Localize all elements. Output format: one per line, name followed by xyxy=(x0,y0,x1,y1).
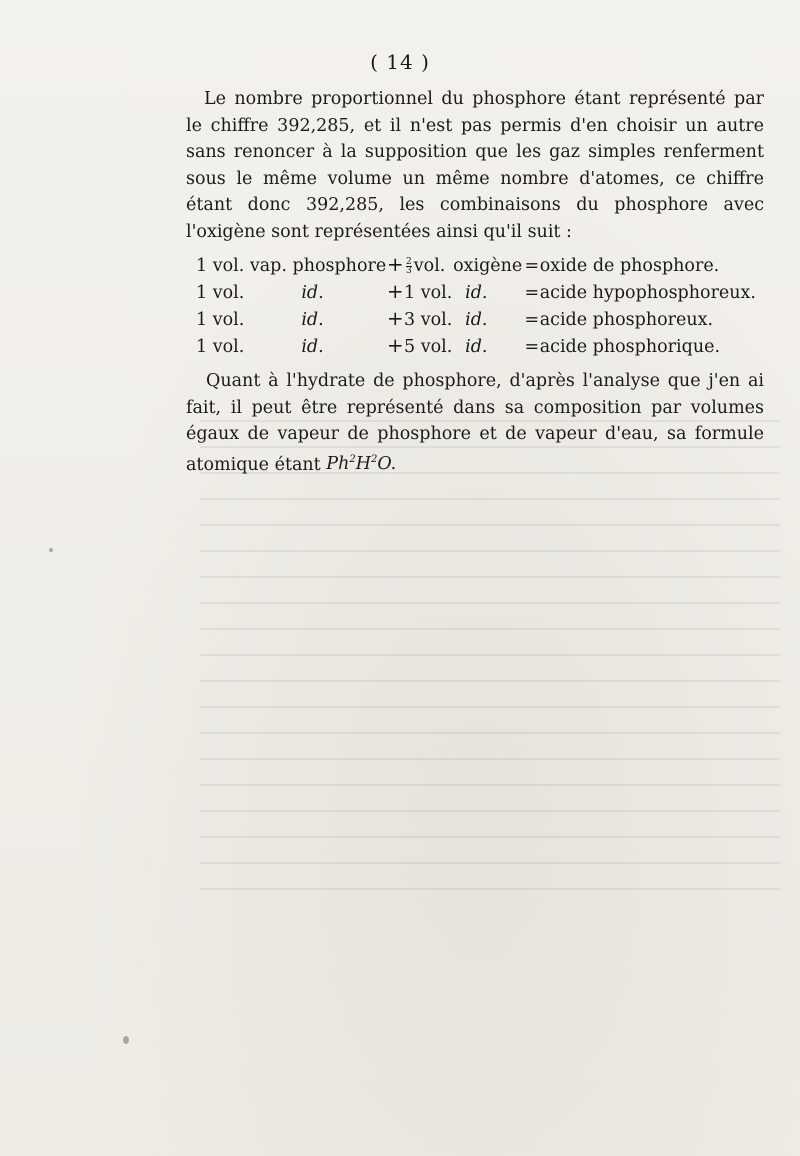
plus-operator: + xyxy=(386,306,404,330)
equation-result: acide phosphorique. xyxy=(539,337,721,357)
equation-id: id. xyxy=(301,310,324,330)
ink-speck xyxy=(123,1036,129,1044)
equation-quantity xyxy=(404,252,453,279)
equation-gas: id. xyxy=(465,310,488,330)
equation-quantity: 1 vol. xyxy=(404,283,453,303)
equation-gas: oxigène xyxy=(453,256,523,276)
equation-row xyxy=(196,306,756,333)
formula-ph: Ph xyxy=(326,454,350,475)
equation-id: id. xyxy=(301,283,324,303)
equation-result: acide phosphoreux. xyxy=(539,310,714,330)
equation-unit: vol. xyxy=(413,256,446,276)
plus-operator: + xyxy=(386,279,404,303)
equation-row xyxy=(196,252,756,279)
equation-left: 1 vol. vap. phosphore xyxy=(196,256,387,276)
formula-h: H xyxy=(355,454,371,475)
fraction-numerator: 2 xyxy=(406,257,412,267)
plus-operator: + xyxy=(386,252,404,276)
equation-result: acide hypophosphoreux. xyxy=(539,283,756,303)
paragraph-intro: Le nombre proportionnel du phosphore étant représenté par le chiffre 392,285, et il n'est pas permis d'en choisir un autre sans renoncer à la supposition que les gaz simples renferment sous le même volume un même nombre d'atomes, ce chiffre étant donc 392,285, les combinaisons du phosphore avec l'oxigène sont représentées ainsi qu'il suit : xyxy=(186,89,764,242)
paragraph-hydrate xyxy=(186,368,764,478)
equals-operator: = xyxy=(524,283,540,303)
equals-operator: = xyxy=(524,337,540,357)
combination-table xyxy=(196,252,756,360)
ink-speck xyxy=(49,548,53,552)
equation-left: 1 vol. xyxy=(196,337,245,357)
equals-operator: = xyxy=(524,310,540,330)
equation-quantity: 5 vol. xyxy=(404,337,453,357)
plus-operator: + xyxy=(386,333,404,357)
page-number: ( 14 ) xyxy=(370,50,430,74)
equals-operator: = xyxy=(524,256,540,276)
equation-gas: id. xyxy=(465,283,488,303)
equation-quantity: 3 vol. xyxy=(404,310,453,330)
formula-h-exponent: 2 xyxy=(370,454,378,466)
fraction-denominator: 3 xyxy=(406,266,412,276)
paragraph-hydrate-text: Quant à l'hydrate de phosphore, d'après l'analyse que j'en ai fait, il peut être représenté dans sa composition par volumes égaux de vapeur de phosphore et de vapeur d'eau, sa formule atomique étant xyxy=(186,371,764,475)
equation-id: id. xyxy=(301,337,324,357)
equation-left: 1 vol. xyxy=(196,283,245,303)
formula-ph-exponent: 2 xyxy=(349,454,356,466)
equation-result: oxide de phosphore. xyxy=(539,256,720,276)
atomic-formula xyxy=(326,454,396,474)
equation-row xyxy=(196,333,756,360)
bleed-through-text xyxy=(200,420,780,890)
formula-o: O. xyxy=(377,454,397,475)
equation-left: 1 vol. xyxy=(196,310,245,330)
equation-gas: id. xyxy=(465,337,488,357)
equation-row xyxy=(196,279,756,306)
fraction xyxy=(406,258,412,275)
